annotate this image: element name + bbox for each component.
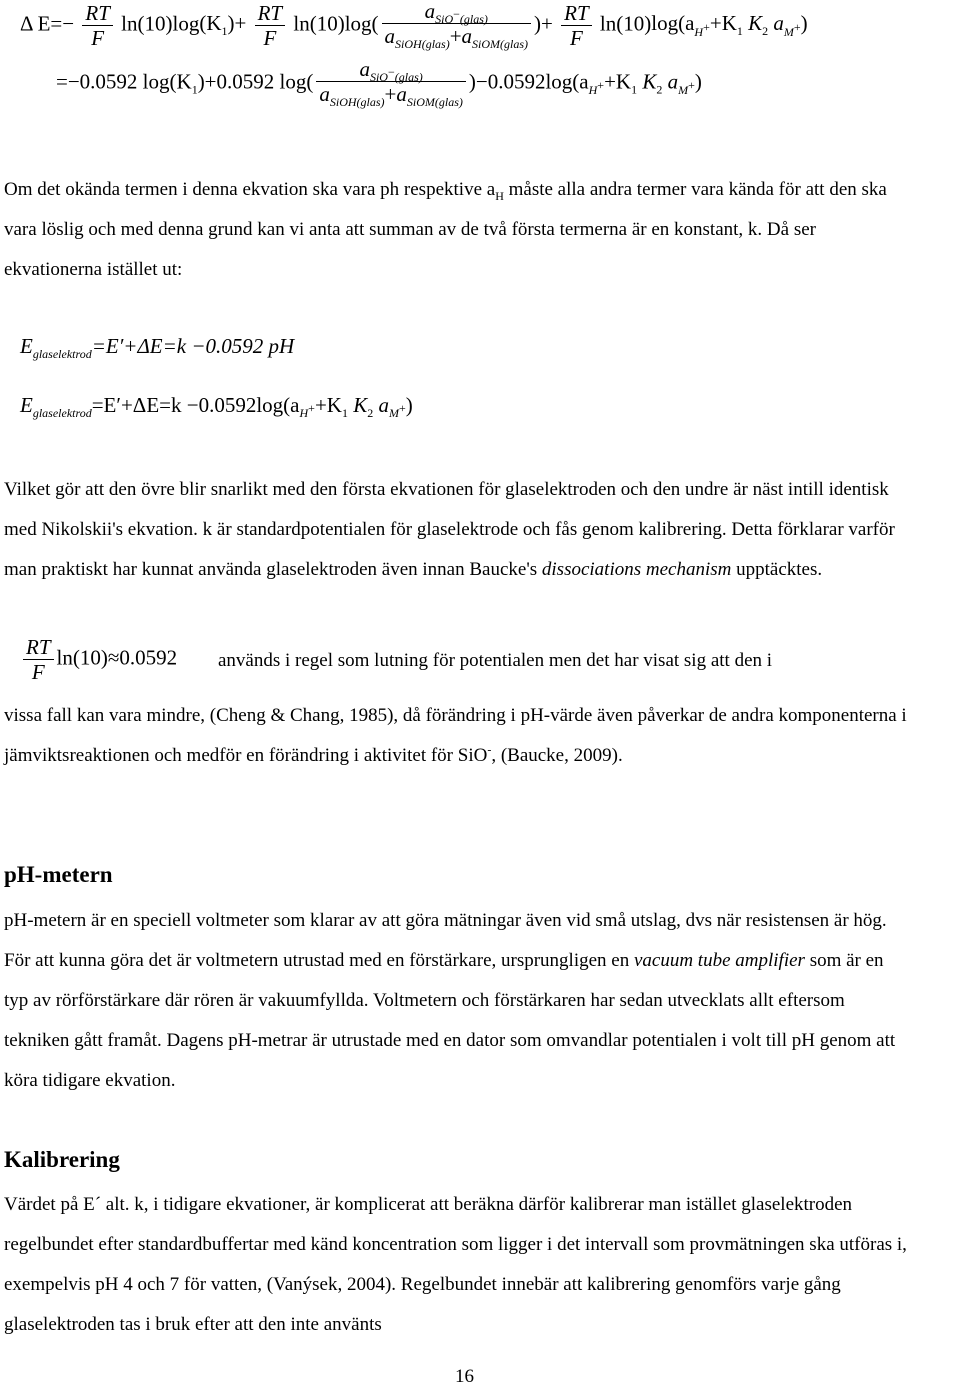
activity-fraction: $\frac{a_{SiO^-(glas)}}{a_{SiOH(glas)}+a_{SiOM(glas)}}$	[382, 0, 532, 47]
equation-delta-e: Δ E=− $\frac{RT}{F}$ $\ln(10)\log(K_1)+$ $\frac{RT}{F}$ ln(10)log( $\frac{a_{SiO^-(glas)}}{a_{SiOH(glas)}+a_{SiOM(glas)}}$ )+ $\frac{RT}{F}$ $\ln(10)\log(a_{H^+}+K_1$ $K_2$ $a_{M^+}$)	[20, 0, 808, 52]
rt-over-f-fraction-3: $\frac{RT}{F}$	[561, 2, 592, 49]
equation-expanded: =−0.0592 $\log(K_1)+0.0592$ log( $\frac{a_{SiO^-(glas)}}{a_{SiOH(glas)}+a_{SiOM(glas)}}$ )$-0.0592\log(a_{H^+}+K_1$ $K_2$ $a_{M^+}$)	[56, 57, 702, 110]
rt-over-f-fraction-2: $\frac{RT}{F}$	[255, 2, 286, 49]
heading-ph-metern: pH-metern	[4, 862, 113, 887]
equation-glaselektrod-log: $E_{glaselektrod}=E'+\Delta E=k -0.0592\log(a_{H^+}+K_1$ $K_2$ $a_{M^+}$)	[20, 393, 413, 421]
rt-over-f-fraction: $\frac{RT}{F}$	[82, 2, 113, 49]
paragraph-slope-first-line: används i regel som lutning för potentialen men det har visat sig att den i	[218, 650, 773, 671]
heading-kalibrering: Kalibrering	[4, 1147, 120, 1172]
paragraph-kalibrering: Värdet på E´ alt. k, i tidigare ekvationer, är komplicerat att beräkna därför kalibrerar man istället glaselektroden regelbundet efter standardbuffertar med känd koncentration som ligger i det intervall som provmätningen ska utföras i, exempelvis pH 4 och 7 för vatten, (Vanýsek, 2004). Regelbundet innebär att kalibrering genomförs varje gång glaselektroden tas i bruk efter att den inte använts	[4, 1194, 907, 1335]
paragraph-unknown-term: Om det okända termen i denna ekvation ska vara ph respektive $a_H$ måste alla andra termer vara kända för att den ska vara löslig och med denna grund kan vi anta att summan av de två första termerna är en konstant, k. Då ser ekvationerna istället ut:	[4, 179, 887, 280]
paragraph-slope-rest: vissa fall kan vara mindre, (Cheng & Chang, 1985), då förändring i pH-värde även påverkar de andra komponenterna i jämviktsreaktionen och medför en förändring i aktivitet för SiO-, (Baucke, 2009).	[4, 705, 907, 766]
activity-fraction-2: $\frac{a_{SiO^-(glas)}}{a_{SiOH(glas)}+a_{SiOM(glas)}}$	[316, 58, 466, 105]
paragraph-nikolskii: Vilket gör att den övre blir snarlikt med den första ekvationen för glaselektroden och den undre är näst intill identisk med Nikolskii's ekvation. k är standardpotentialen för glaselektrode och fås genom kalibrering. Detta förklarar varför man praktiskt har kunnat använda glaselektroden även innan Baucke's dissociations mechanism upptäcktes.	[4, 479, 895, 580]
equation-slope-approx: $\frac{RT}{F}$ ln(10)≈0.0592	[20, 636, 177, 683]
eq-lhs: Δ E=−	[20, 11, 75, 36]
paragraph-ph-meter: pH-metern är en speciell voltmeter som klarar av att göra mätningar även vid små utslag, dvs när resistensen är hög. För att kunna göra det är voltmetern utrustad med en förstärkare, ursprungligen en vacuum tube amplifier som är en typ av rörförstärkare där rören är vakuumfyllda. Voltmetern och förstärkaren har sedan utvecklats allt eftersom tekniken gått framåt. Dagens pH-metrar är utrustade med en dator som omvandlar potentialen i volt till pH genom att köra tidigare ekvation.	[4, 910, 896, 1091]
equation-glaselektrod-ph: $E_{glaselektrod}=E'+\Delta E=k -0.0592$ pH	[20, 334, 295, 362]
page-number: 16	[455, 1366, 474, 1387]
